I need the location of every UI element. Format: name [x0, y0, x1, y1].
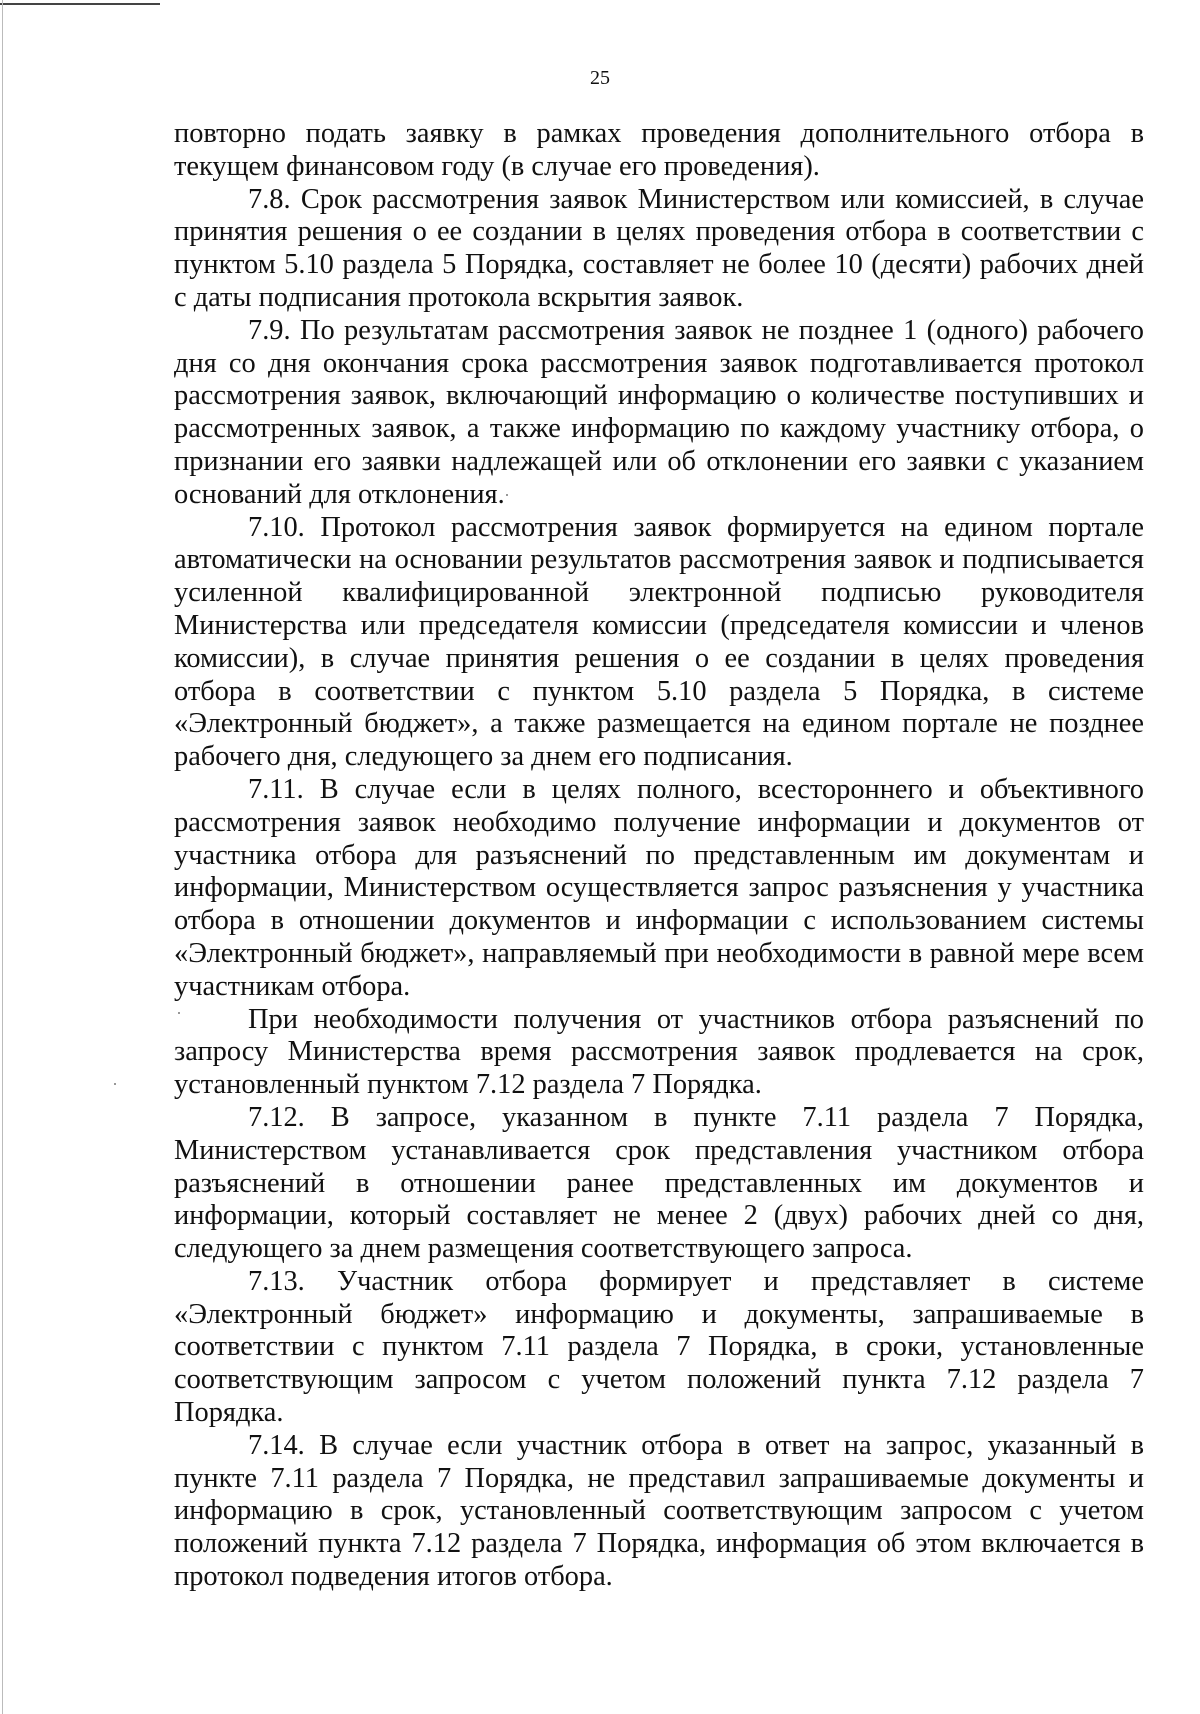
paragraph-7-8: 7.8. Срок рассмотрения заявок Министерством или комиссией, в случае принятия решения о ее создании в целях проведения отбора в соответствии с пунктом 5.10 раздела 5 Порядка, составляет не более 10 (десяти) рабочих дней с даты подписания протокола вскрытия заявок.: [174, 183, 1144, 313]
paragraph-7-14: 7.14. В случае если участник отбора в ответ на запрос, указанный в пункте 7.11 раздела 7 Порядка, не представил запрашиваемые документы и информацию в срок, установленный соответствующим запросом с учетом положений пункта 7.12 раздела 7 Порядка, информация об этом включается в протокол подведения итогов отбора.: [174, 1429, 1144, 1593]
paragraph-7-9: 7.9. По результатам рассмотрения заявок не позднее 1 (одного) рабочего дня со дня окончания срока рассмотрения заявок подготавливается протокол рассмотрения заявок, включающий информацию о количестве поступивших и рассмотренных заявок, а также информацию по каждому участнику отбора, о признании его заявки надлежащей или об отклонении его заявки с указанием оснований для отклонения.: [174, 314, 1144, 510]
page-number: 25: [590, 67, 610, 89]
paragraph-7-10: 7.10. Протокол рассмотрения заявок формируется на едином портале автоматически на основании результатов рассмотрения заявок и подписывается усиленной квалифицированной электронной подписью руководителя Министерства или председателя комиссии (председателя комиссии и членов комиссии), в случае принятия решения о ее создании в целях проведения отбора в соответствии с пунктом 5.10 раздела 5 Порядка, в системе «Электронный бюджет», а также размещается на едином портале не позднее рабочего дня, следующего за днем его подписания.: [174, 511, 1144, 773]
paragraph-7-11: 7.11. В случае если в целях полного, всестороннего и объективного рассмотрения заявок необходимо получение информации и документов от участника отбора для разъяснений по представленным им документам и информации, Министерством осуществляется запрос разъяснения у участника отбора в отношении документов и информации с использованием системы «Электронный бюджет», направляемый при необходимости в равной мере всем участникам отбора.: [174, 773, 1144, 1002]
scan-edge-line: [2, 0, 3, 1714]
scan-speck: [178, 1012, 180, 1014]
scan-edge-mark: [0, 3, 160, 5]
scan-speck: [114, 1083, 116, 1085]
paragraph-7-12: 7.12. В запросе, указанном в пункте 7.11 раздела 7 Порядка, Министерством устанавливается срок представления участником отбора разъяснений в отношении ранее представленных им документов и информации, который составляет не менее 2 (двух) рабочих дней со дня, следующего за днем размещения соответствующего запроса.: [174, 1101, 1144, 1265]
paragraph-7-13: 7.13. Участник отбора формирует и представляет в системе «Электронный бюджет» информацию и документы, запрашиваемые в соответствии с пунктом 7.11 раздела 7 Порядка, в сроки, установленные соответствующим запросом с учетом положений пункта 7.12 раздела 7 Порядка.: [174, 1265, 1144, 1429]
paragraph-continuation: повторно подать заявку в рамках проведения дополнительного отбора в текущем финансовом году (в случае его проведения).: [174, 118, 1144, 182]
document-body: [174, 118, 1144, 1594]
scan-speck: [506, 494, 508, 496]
paragraph-7-11-extension: При необходимости получения от участников отбора разъяснений по запросу Министерства время рассмотрения заявок продлевается на срок, установленный пунктом 7.12 раздела 7 Порядка.: [174, 1003, 1144, 1101]
